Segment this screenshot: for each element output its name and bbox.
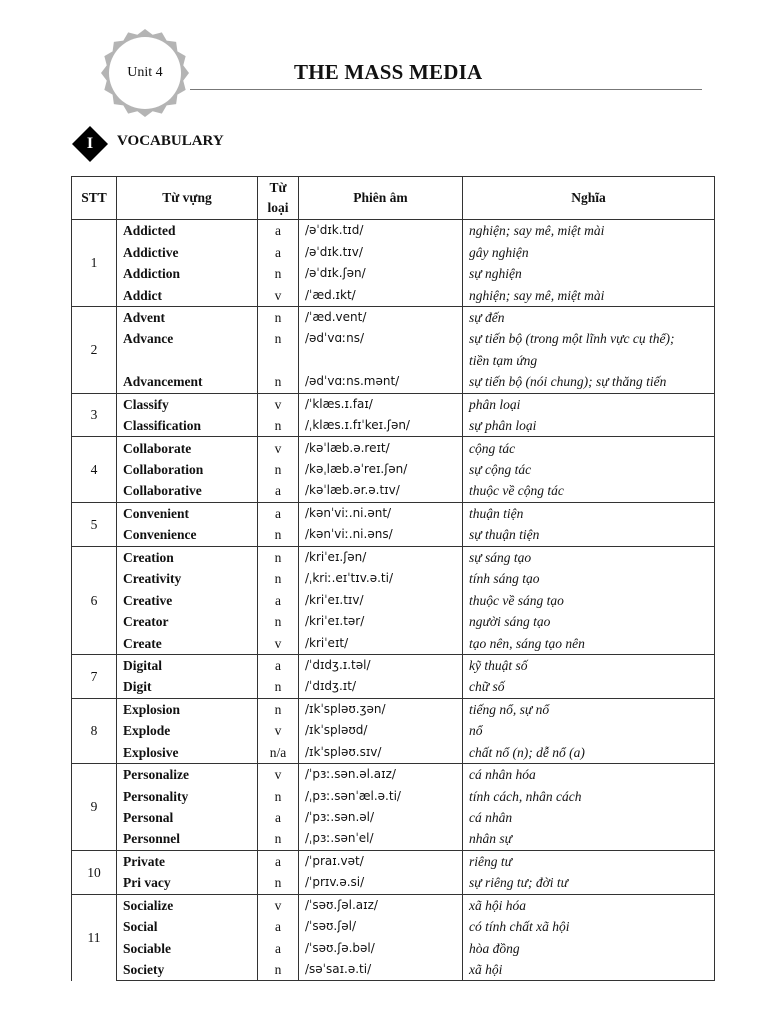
table-row — [72, 393, 715, 415]
cell-meaning: sự cộng tác — [463, 459, 715, 480]
cell-ipa — [299, 350, 463, 371]
cell-pos: a — [258, 480, 299, 502]
cell-ipa: /ˈsəʊ.ʃəl/ — [299, 916, 463, 937]
cell-pos: a — [258, 654, 299, 676]
cell-meaning: người sáng tạo — [463, 611, 715, 632]
table-row — [72, 654, 715, 676]
cell-meaning: xã hội — [463, 959, 715, 981]
cell-ipa: /kriˈeɪ.tɪv/ — [299, 589, 463, 610]
cell-pos: n — [258, 459, 299, 480]
cell-ipa: /kriˈeɪ.ʃən/ — [299, 546, 463, 568]
cell-stt: 3 — [72, 393, 117, 437]
header-meaning: Nghĩa — [463, 177, 715, 220]
cell-stt: 1 — [72, 220, 117, 307]
cell-ipa: /kəˌlæb.əˈreɪ.ʃən/ — [299, 459, 463, 480]
cell-word: Social — [117, 916, 258, 937]
cell-pos: v — [258, 437, 299, 459]
cell-meaning: cộng tác — [463, 437, 715, 459]
cell-word: Explosive — [117, 742, 258, 764]
cell-ipa: /ˈæd.vent/ — [299, 306, 463, 328]
cell-ipa: /ɪkˈspləʊ.ʒən/ — [299, 698, 463, 720]
table-row — [72, 611, 715, 632]
cell-meaning: chữ số — [463, 676, 715, 698]
cell-meaning: tiền tạm ứng — [463, 350, 715, 371]
table-row — [72, 502, 715, 524]
cell-meaning: hòa đồng — [463, 937, 715, 958]
table-row — [72, 937, 715, 958]
cell-word: Addicted — [117, 220, 258, 242]
cell-meaning: chất nổ (n); dễ nổ (a) — [463, 742, 715, 764]
cell-pos: a — [258, 807, 299, 828]
table-row — [72, 959, 715, 981]
cell-word: Explode — [117, 720, 258, 741]
cell-ipa: /əˈdɪk.ʃən/ — [299, 263, 463, 284]
cell-stt: 4 — [72, 437, 117, 502]
cell-pos — [258, 350, 299, 371]
cell-ipa: /ˌklæs.ɪ.fɪˈkeɪ.ʃən/ — [299, 415, 463, 437]
cell-word: Digital — [117, 654, 258, 676]
cell-pos: a — [258, 937, 299, 958]
cell-pos: v — [258, 632, 299, 654]
cell-word: Personalize — [117, 763, 258, 785]
cell-meaning: thuộc về sáng tạo — [463, 589, 715, 610]
cell-meaning: sự phân loại — [463, 415, 715, 437]
cell-word: Addict — [117, 284, 258, 306]
cell-word: Personality — [117, 785, 258, 806]
header-pos: Từ loại — [258, 177, 299, 220]
table-row — [72, 632, 715, 654]
table-row — [72, 263, 715, 284]
cell-ipa: /ˈsəʊ.ʃəl.aɪz/ — [299, 894, 463, 916]
cell-pos: v — [258, 763, 299, 785]
cell-word: Convenient — [117, 502, 258, 524]
cell-stt: 9 — [72, 763, 117, 850]
cell-ipa: /ˌpɜː.sənˈel/ — [299, 828, 463, 850]
cell-ipa: /ˈsəʊ.ʃə.bəl/ — [299, 937, 463, 958]
table-row — [72, 568, 715, 589]
table-row — [72, 676, 715, 698]
cell-word: Personnel — [117, 828, 258, 850]
cell-word: Sociable — [117, 937, 258, 958]
cell-meaning: cá nhân — [463, 807, 715, 828]
cell-pos: n — [258, 611, 299, 632]
table-row — [72, 742, 715, 764]
cell-ipa: /kənˈviː.ni.əns/ — [299, 524, 463, 546]
cell-word: Classify — [117, 393, 258, 415]
cell-ipa: /ɪkˈspləʊ.sɪv/ — [299, 742, 463, 764]
cell-ipa: /kənˈviː.ni.ənt/ — [299, 502, 463, 524]
cell-meaning: cá nhân hóa — [463, 763, 715, 785]
table-row — [72, 828, 715, 850]
cell-meaning: phân loại — [463, 393, 715, 415]
cell-stt: 7 — [72, 654, 117, 698]
cell-pos: a — [258, 589, 299, 610]
cell-meaning: nghiện; say mê, miệt mài — [463, 284, 715, 306]
cell-pos: n — [258, 306, 299, 328]
cell-pos: v — [258, 284, 299, 306]
cell-ipa: /ˈdɪdʒ.ɪt/ — [299, 676, 463, 698]
cell-word: Pri vacy — [117, 872, 258, 894]
table-row — [72, 872, 715, 894]
cell-stt: 6 — [72, 546, 117, 654]
cell-word: Classification — [117, 415, 258, 437]
table-row — [72, 589, 715, 610]
cell-pos: n — [258, 371, 299, 393]
table-row — [72, 459, 715, 480]
cell-ipa: /ɪkˈspləʊd/ — [299, 720, 463, 741]
cell-meaning: nhân sự — [463, 828, 715, 850]
table-row — [72, 720, 715, 741]
cell-ipa: /ˌkriː.eɪˈtɪv.ə.ti/ — [299, 568, 463, 589]
cell-word: Digit — [117, 676, 258, 698]
cell-meaning: tính cách, nhân cách — [463, 785, 715, 806]
table-row — [72, 371, 715, 393]
cell-meaning: nghiện; say mê, miệt mài — [463, 220, 715, 242]
cell-word: Advance — [117, 328, 258, 349]
cell-ipa: /ˈprɪv.ə.si/ — [299, 872, 463, 894]
table-row — [72, 524, 715, 546]
cell-word — [117, 350, 258, 371]
table-body — [72, 220, 715, 981]
cell-pos: n — [258, 959, 299, 981]
cell-meaning: nổ — [463, 720, 715, 741]
cell-word: Advancement — [117, 371, 258, 393]
cell-pos: n/a — [258, 742, 299, 764]
cell-ipa: /ˈklæs.ɪ.faɪ/ — [299, 393, 463, 415]
cell-meaning: thuận tiện — [463, 502, 715, 524]
cell-word: Personal — [117, 807, 258, 828]
cell-ipa: /kriˈeɪ.tər/ — [299, 611, 463, 632]
cell-pos: n — [258, 328, 299, 349]
cell-word: Addiction — [117, 263, 258, 284]
cell-pos: a — [258, 220, 299, 242]
cell-ipa: /ˈpraɪ.vət/ — [299, 850, 463, 872]
cell-pos: n — [258, 263, 299, 284]
cell-pos: n — [258, 415, 299, 437]
cell-word: Socialize — [117, 894, 258, 916]
cell-word: Create — [117, 632, 258, 654]
cell-ipa: /kəˈlæb.ər.ə.tɪv/ — [299, 480, 463, 502]
table-row — [72, 785, 715, 806]
cell-pos: n — [258, 698, 299, 720]
unit-badge — [100, 28, 190, 118]
table-row — [72, 480, 715, 502]
cell-ipa: /ədˈvɑːns/ — [299, 328, 463, 349]
cell-word: Private — [117, 850, 258, 872]
cell-pos: n — [258, 524, 299, 546]
cell-word: Advent — [117, 306, 258, 328]
cell-word: Creator — [117, 611, 258, 632]
cell-word: Society — [117, 959, 258, 981]
cell-ipa: /ˌpɜː.sənˈæl.ə.ti/ — [299, 785, 463, 806]
table-row — [72, 807, 715, 828]
cell-meaning: tính sáng tạo — [463, 568, 715, 589]
cell-word: Addictive — [117, 241, 258, 262]
cell-pos: a — [258, 916, 299, 937]
cell-meaning: sự đến — [463, 306, 715, 328]
cell-meaning: sự sáng tạo — [463, 546, 715, 568]
table-row — [72, 241, 715, 262]
cell-pos: a — [258, 850, 299, 872]
cell-pos: a — [258, 502, 299, 524]
header-word: Từ vựng — [117, 177, 258, 220]
cell-meaning: kỹ thuật số — [463, 654, 715, 676]
table-row — [72, 306, 715, 328]
cell-stt: 5 — [72, 502, 117, 546]
page-title: THE MASS MEDIA — [294, 60, 483, 84]
table-row — [72, 698, 715, 720]
section-title: VOCABULARY — [117, 133, 224, 149]
table-row — [72, 415, 715, 437]
cell-word: Collaboration — [117, 459, 258, 480]
cell-ipa: /əˈdɪk.tɪv/ — [299, 241, 463, 262]
cell-meaning: sự tiến bộ (trong một lĩnh vực cụ thể); — [463, 328, 715, 349]
title-divider — [190, 89, 702, 90]
cell-meaning: gây nghiện — [463, 241, 715, 262]
header-ipa: Phiên âm — [299, 177, 463, 220]
cell-meaning: có tính chất xã hội — [463, 916, 715, 937]
cell-pos: n — [258, 546, 299, 568]
header-stt: STT — [72, 177, 117, 220]
cell-meaning: sự thuận tiện — [463, 524, 715, 546]
cell-pos: a — [258, 241, 299, 262]
cell-ipa: /ˈdɪdʒ.ɪ.təl/ — [299, 654, 463, 676]
cell-word: Collaborative — [117, 480, 258, 502]
cell-meaning: tạo nên, sáng tạo nên — [463, 632, 715, 654]
cell-pos: v — [258, 894, 299, 916]
cell-pos: n — [258, 872, 299, 894]
cell-pos: v — [258, 720, 299, 741]
cell-ipa: /ˈpɜː.sən.əl.aɪz/ — [299, 763, 463, 785]
cell-meaning: xã hội hóa — [463, 894, 715, 916]
cell-stt: 11 — [72, 894, 117, 981]
unit-label: Unit 4 — [127, 65, 163, 80]
table-row — [72, 916, 715, 937]
cell-pos: v — [258, 393, 299, 415]
table-row — [72, 763, 715, 785]
cell-ipa: /ədˈvɑːns.mənt/ — [299, 371, 463, 393]
cell-ipa: /ˈæd.ɪkt/ — [299, 284, 463, 306]
table-row — [72, 220, 715, 242]
cell-ipa: /əˈdɪk.tɪd/ — [299, 220, 463, 242]
cell-meaning: tiếng nổ, sự nổ — [463, 698, 715, 720]
cell-stt: 8 — [72, 698, 117, 763]
cell-word: Convenience — [117, 524, 258, 546]
cell-word: Collaborate — [117, 437, 258, 459]
cell-meaning: sự riêng tư; đời tư — [463, 872, 715, 894]
table-row — [72, 850, 715, 872]
cell-meaning: thuộc về cộng tác — [463, 480, 715, 502]
table-row — [72, 284, 715, 306]
table-row — [72, 894, 715, 916]
cell-ipa: /ˈpɜː.sən.əl/ — [299, 807, 463, 828]
table-row — [72, 546, 715, 568]
table-row — [72, 437, 715, 459]
cell-meaning: riêng tư — [463, 850, 715, 872]
table-header-row — [72, 177, 715, 220]
cell-word: Explosion — [117, 698, 258, 720]
cell-pos: n — [258, 568, 299, 589]
cell-pos: n — [258, 676, 299, 698]
cell-stt: 2 — [72, 306, 117, 393]
table-row — [72, 328, 715, 349]
cell-stt: 10 — [72, 850, 117, 894]
cell-word: Creativity — [117, 568, 258, 589]
cell-ipa: /səˈsaɪ.ə.ti/ — [299, 959, 463, 981]
cell-meaning: sự tiến bộ (nói chung); sự thăng tiến — [463, 371, 715, 393]
cell-word: Creation — [117, 546, 258, 568]
table-row — [72, 350, 715, 371]
cell-pos: n — [258, 828, 299, 850]
cell-meaning: sự nghiện — [463, 263, 715, 284]
section-number: I — [86, 135, 94, 152]
cell-ipa: /kriˈeɪt/ — [299, 632, 463, 654]
cell-ipa: /kəˈlæb.ə.reɪt/ — [299, 437, 463, 459]
cell-word: Creative — [117, 589, 258, 610]
vocabulary-table — [71, 176, 715, 981]
cell-pos: n — [258, 785, 299, 806]
